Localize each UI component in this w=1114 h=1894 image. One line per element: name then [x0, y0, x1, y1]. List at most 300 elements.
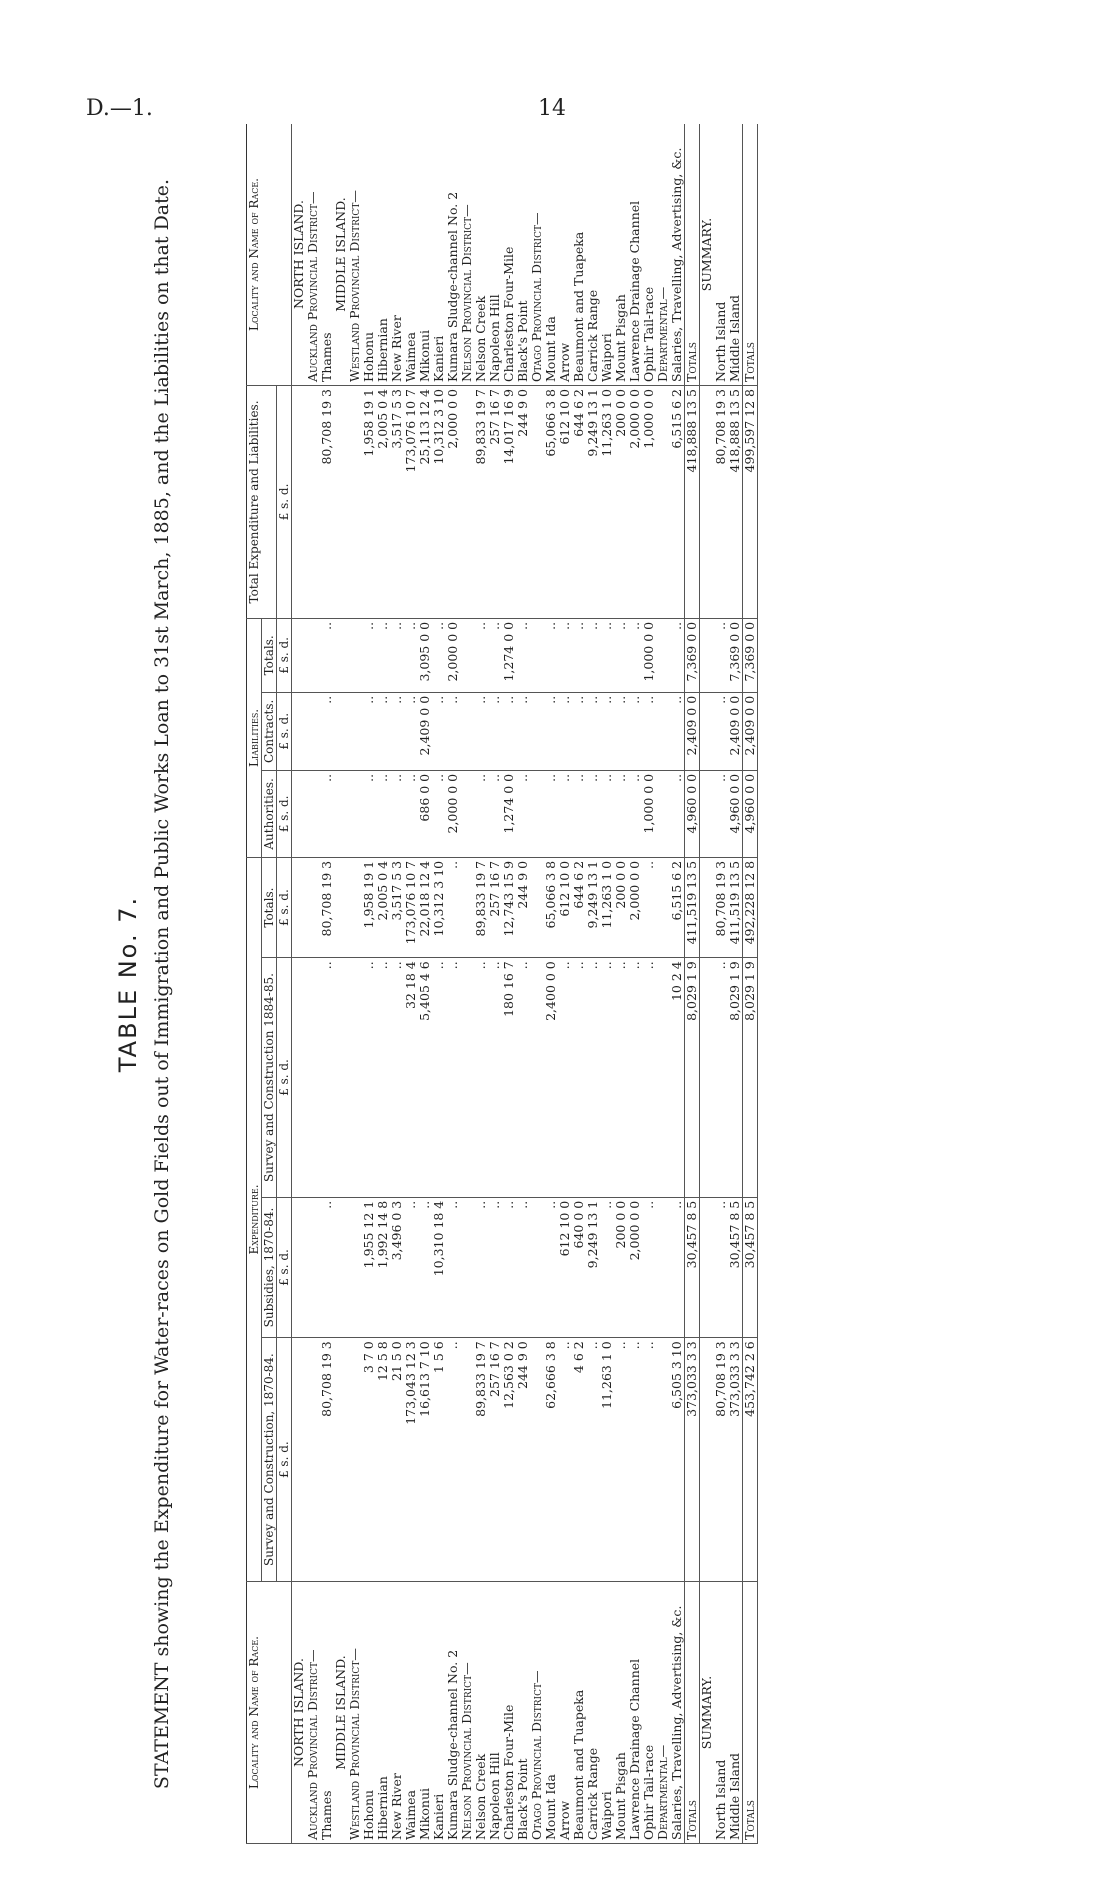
race-name-right: Hohonu: [362, 124, 376, 386]
empty-cell: [292, 386, 307, 619]
cell-ltot: ..: [558, 618, 572, 692]
race-name-right: Nelson Creek: [474, 124, 488, 386]
empty-cell: [460, 770, 474, 857]
cell-subsidies: ..: [714, 1197, 728, 1338]
cell-ltot: ..: [404, 618, 418, 692]
section-heading-right: MIDDLE ISLAND.: [334, 124, 348, 386]
table-row: [418, 124, 432, 1844]
cell-survey85: ..: [600, 958, 614, 1198]
cell-contr: ..: [714, 692, 728, 770]
cell-grand: 80,708 19 3: [714, 386, 728, 619]
empty-cell: [334, 1338, 348, 1582]
table-row: [642, 124, 656, 1844]
cell-ltot: ..: [474, 618, 488, 692]
col-contracts: Contracts.: [262, 692, 277, 770]
race-name-right: Arrow: [558, 124, 572, 386]
cell-survey85: 180 16 7: [502, 958, 516, 1198]
table-row: [614, 124, 628, 1844]
race-name: Mikonui: [418, 1582, 432, 1844]
empty-cell: [334, 1197, 348, 1338]
cell-contr: 2,409 0 0: [743, 692, 758, 770]
cell-subsidies: 1,955 12 1: [362, 1197, 376, 1338]
empty-cell: [700, 386, 715, 619]
cell-survey: 257 16 7: [488, 1338, 502, 1582]
empty-cell: [656, 1197, 670, 1338]
empty-cell: [334, 770, 348, 857]
document-code: D.—1.: [86, 96, 153, 121]
cell-subsidies: ..: [474, 1197, 488, 1338]
cell-ltot: ..: [586, 618, 600, 692]
cell-grand: 6,515 6 2: [670, 386, 685, 619]
race-name: Beaumont and Tuapeka: [572, 1582, 586, 1844]
table-row: [628, 124, 642, 1844]
cell-subsidies: ..: [670, 1197, 685, 1338]
empty-cell: [348, 618, 362, 692]
table-row: [390, 124, 404, 1844]
cell-contr: ..: [572, 692, 586, 770]
empty-cell: [348, 1338, 362, 1582]
race-name-right: Charleston Four-Mile: [502, 124, 516, 386]
section-heading: NORTH ISLAND.: [292, 1582, 307, 1844]
cell-ltot: 1,274 0 0: [502, 618, 516, 692]
cell-contr: ..: [390, 692, 404, 770]
cell-subsidies: ..: [642, 1197, 656, 1338]
district-row: [306, 124, 320, 1844]
cell-survey85: ..: [376, 958, 390, 1198]
cell-grand: 173,076 10 7: [404, 386, 418, 619]
cell-subsidies: ..: [516, 1197, 530, 1338]
cell-auth: 4,960 0 0: [728, 770, 743, 857]
table-row: [516, 124, 530, 1844]
col-locality: Locality and Name of Race.: [247, 1582, 292, 1844]
cell-auth: ..: [404, 770, 418, 857]
section-heading-right: NORTH ISLAND.: [292, 124, 307, 386]
cell-grand: 612 10 0: [558, 386, 572, 619]
cell-subsidies: ..: [600, 1197, 614, 1338]
cell-survey85: 5,405 4 6: [418, 958, 432, 1198]
cell-survey85: ..: [572, 958, 586, 1198]
cell-survey: 80,708 19 3: [320, 1338, 334, 1582]
race-name: Black's Point: [516, 1582, 530, 1844]
unit-lsd: £ s. d.: [277, 958, 292, 1198]
empty-cell: [656, 1338, 670, 1582]
cell-auth: ..: [558, 770, 572, 857]
cell-grand: 1,958 19 1: [362, 386, 376, 619]
cell-grand: 14,017 16 9: [502, 386, 516, 619]
race-name-right: Salaries, Travelling, Advertising, &c.: [670, 124, 685, 386]
cell-auth: ..: [572, 770, 586, 857]
race-name-right: Mount Pisgah: [614, 124, 628, 386]
cell-totals: 80,708 19 3: [320, 857, 334, 957]
empty-cell: [656, 618, 670, 692]
cell-contr: ..: [376, 692, 390, 770]
cell-survey: 62,666 3 8: [544, 1338, 558, 1582]
empty-cell: [348, 958, 362, 1198]
race-name: Thames: [320, 1582, 334, 1844]
table-row: [586, 124, 600, 1844]
race-name: Kanieri: [432, 1582, 446, 1844]
cell-survey: 3 7 0: [362, 1338, 376, 1582]
cell-contr: ..: [544, 692, 558, 770]
section-heading: SUMMARY.: [700, 1582, 715, 1844]
empty-cell: [656, 692, 670, 770]
cell-survey85: ..: [362, 958, 376, 1198]
cell-survey85: 32 18 4: [404, 958, 418, 1198]
cell-ltot: 7,369 0 0: [743, 618, 758, 692]
cell-auth: ..: [320, 770, 334, 857]
cell-subsidies: 30,457 8 5: [728, 1197, 743, 1338]
empty-cell: [530, 958, 544, 1198]
cell-totals: 10,312 3 10: [432, 857, 446, 957]
cell-survey85: ..: [488, 958, 502, 1198]
unit-lsd: £ s. d.: [277, 857, 292, 957]
cell-survey85: ..: [390, 958, 404, 1198]
empty-cell: [306, 386, 320, 619]
empty-cell: [348, 692, 362, 770]
cell-auth: 1,274 0 0: [502, 770, 516, 857]
cell-survey85: 10 2 4: [670, 958, 685, 1198]
empty-cell: [530, 857, 544, 957]
cell-totals: 173,076 10 7: [404, 857, 418, 957]
unit-lsd: £ s. d.: [277, 386, 292, 619]
cell-grand: 1,000 0 0: [642, 386, 656, 619]
race-name-right: Kanieri: [432, 124, 446, 386]
race-name-right: Black's Point: [516, 124, 530, 386]
cell-survey85: ..: [558, 958, 572, 1198]
cell-contr: ..: [642, 692, 656, 770]
unit-lsd: £ s. d.: [277, 770, 292, 857]
table-row: [544, 124, 558, 1844]
race-name: Nelson Creek: [474, 1582, 488, 1844]
unit-lsd: £ s. d.: [277, 1338, 292, 1582]
cell-contr: ..: [614, 692, 628, 770]
cell-auth: 2,000 0 0: [446, 770, 460, 857]
cell-grand: 2,005 0 4: [376, 386, 390, 619]
cell-totals: 11,263 1 0: [600, 857, 614, 957]
cell-totals: 257 16 7: [488, 857, 502, 957]
empty-cell: [306, 857, 320, 957]
cell-totals: 22,018 12 4: [418, 857, 432, 957]
cell-contr: ..: [488, 692, 502, 770]
cell-survey: 80,708 19 3: [714, 1338, 728, 1582]
cell-totals: ..: [446, 857, 460, 957]
cell-survey: 373,033 3 3: [685, 1338, 700, 1582]
empty-cell: [530, 770, 544, 857]
race-name: Hibernian: [376, 1582, 390, 1844]
empty-cell: [656, 386, 670, 619]
cell-survey85: ..: [320, 958, 334, 1198]
empty-cell: [334, 386, 348, 619]
district-row: [460, 124, 474, 1844]
title-block: [96, 124, 246, 1844]
col-total: Total Expenditure and Liabilities.: [247, 386, 277, 619]
section-heading-right: SUMMARY.: [700, 124, 715, 386]
cell-subsidies: 10,310 18 4: [432, 1197, 446, 1338]
race-name-right: Middle Island: [728, 124, 743, 386]
cell-survey: ..: [642, 1338, 656, 1582]
race-name: North Island: [714, 1582, 728, 1844]
cell-grand: 418,888 13 5: [728, 386, 743, 619]
col-liabilities: Liabilities.: [247, 618, 262, 857]
cell-auth: 1,000 0 0: [642, 770, 656, 857]
cell-ltot: ..: [362, 618, 376, 692]
cell-totals: ..: [642, 857, 656, 957]
cell-survey: 244 9 0: [516, 1338, 530, 1582]
race-name: Charleston Four-Mile: [502, 1582, 516, 1844]
col-locality-right: Locality and Name of Race.: [247, 124, 292, 386]
unit-lsd: £ s. d.: [277, 692, 292, 770]
empty-cell: [530, 1338, 544, 1582]
cell-survey: 4 6 2: [572, 1338, 586, 1582]
cell-contr: ..: [362, 692, 376, 770]
cell-subsidies: ..: [544, 1197, 558, 1338]
empty-cell: [292, 958, 307, 1198]
table-row: [670, 124, 685, 1844]
cell-ltot: ..: [572, 618, 586, 692]
section-row: [292, 124, 307, 1844]
cell-ltot: ..: [516, 618, 530, 692]
cell-survey: 12,563 0 2: [502, 1338, 516, 1582]
empty-cell: [530, 618, 544, 692]
empty-cell: [700, 1197, 715, 1338]
cell-survey: 12 5 8: [376, 1338, 390, 1582]
empty-cell: [292, 1338, 307, 1582]
cell-grand: 418,888 13 5: [685, 386, 700, 619]
cell-auth: ..: [390, 770, 404, 857]
empty-cell: [656, 770, 670, 857]
cell-ltot: 7,369 0 0: [685, 618, 700, 692]
table-body: [292, 124, 758, 1844]
cell-survey: 373,033 3 3: [728, 1338, 743, 1582]
race-name-right: Beaumont and Tuapeka: [572, 124, 586, 386]
cell-contr: 2,409 0 0: [728, 692, 743, 770]
empty-cell: [306, 958, 320, 1198]
cell-totals: 89,833 19 7: [474, 857, 488, 957]
cell-survey: 453,742 2 6: [743, 1338, 758, 1582]
cell-subsidies: ..: [446, 1197, 460, 1338]
cell-survey85: ..: [474, 958, 488, 1198]
cell-ltot: ..: [390, 618, 404, 692]
empty-cell: [292, 770, 307, 857]
cell-contr: ..: [474, 692, 488, 770]
cell-auth: ..: [614, 770, 628, 857]
cell-auth: ..: [586, 770, 600, 857]
cell-totals: 411,519 13 5: [728, 857, 743, 957]
district-heading-right: Otago Provincial District—: [530, 124, 544, 386]
cell-subsidies: ..: [418, 1197, 432, 1338]
col-exp-totals: Totals.: [262, 857, 277, 957]
cell-subsidies: ..: [320, 1197, 334, 1338]
cell-contr: ..: [502, 692, 516, 770]
cell-survey85: ..: [642, 958, 656, 1198]
cell-grand: 3,517 5 3: [390, 386, 404, 619]
empty-cell: [306, 618, 320, 692]
cell-totals: 411,519 13 5: [685, 857, 700, 957]
cell-survey85: ..: [714, 958, 728, 1198]
cell-subsidies: 3,496 0 3: [390, 1197, 404, 1338]
cell-survey: ..: [614, 1338, 628, 1582]
cell-subsidies: 30,457 8 5: [743, 1197, 758, 1338]
empty-cell: [348, 770, 362, 857]
cell-contr: ..: [586, 692, 600, 770]
empty-cell: [348, 1197, 362, 1338]
cell-ltot: 2,000 0 0: [446, 618, 460, 692]
cell-grand: 257 16 7: [488, 386, 502, 619]
district-heading-right: Departmental—: [656, 124, 670, 386]
cell-survey85: ..: [614, 958, 628, 1198]
race-name-right: New River: [390, 124, 404, 386]
cell-ltot: ..: [544, 618, 558, 692]
cell-ltot: ..: [488, 618, 502, 692]
col-expenditure: Expenditure.: [247, 857, 262, 1581]
empty-cell: [460, 692, 474, 770]
col-subsidies: Subsidies, 1870-84.: [262, 1197, 277, 1338]
empty-cell: [292, 692, 307, 770]
race-name-right: Kumara Sludge-channel No. 2: [446, 124, 460, 386]
district-heading-right: Auckland Provincial District—: [306, 124, 320, 386]
race-name: Salaries, Travelling, Advertising, &c.: [670, 1582, 685, 1844]
empty-cell: [348, 857, 362, 957]
cell-contr: ..: [670, 692, 685, 770]
cell-contr: ..: [516, 692, 530, 770]
cell-survey: ..: [586, 1338, 600, 1582]
district-heading: Auckland Provincial District—: [306, 1582, 320, 1844]
cell-auth: ..: [670, 770, 685, 857]
race-name-right: Totals: [743, 124, 758, 386]
unit-lsd: £ s. d.: [277, 618, 292, 692]
cell-grand: 200 0 0: [614, 386, 628, 619]
cell-subsidies: 2,000 0 0: [628, 1197, 642, 1338]
table-row: [714, 124, 728, 1844]
cell-grand: 65,066 3 8: [544, 386, 558, 619]
district-heading-right: Westland Provincial District—: [348, 124, 362, 386]
cell-grand: 2,000 0 0: [446, 386, 460, 619]
empty-cell: [700, 1338, 715, 1582]
table-row: [320, 124, 334, 1844]
table-row: [488, 124, 502, 1844]
cell-ltot: 3,095 0 0: [418, 618, 432, 692]
empty-cell: [656, 958, 670, 1198]
cell-ltot: ..: [628, 618, 642, 692]
cell-ltot: ..: [670, 618, 685, 692]
district-heading-right: Nelson Provincial District—: [460, 124, 474, 386]
cell-grand: 80,708 19 3: [320, 386, 334, 619]
totals-row: [743, 124, 758, 1844]
cell-subsidies: ..: [488, 1197, 502, 1338]
race-name-right: Napoleon Hill: [488, 124, 502, 386]
empty-cell: [700, 770, 715, 857]
empty-cell: [306, 1197, 320, 1338]
cell-contr: ..: [446, 692, 460, 770]
cell-grand: 89,833 19 7: [474, 386, 488, 619]
cell-totals: 1,958 19 1: [362, 857, 376, 957]
cell-survey: 11,263 1 0: [600, 1338, 614, 1582]
cell-auth: 686 0 0: [418, 770, 432, 857]
empty-cell: [334, 692, 348, 770]
rotated-page: [96, 124, 996, 1844]
cell-totals: 492,228 12 8: [743, 857, 758, 957]
race-name-right: Totals: [685, 124, 700, 386]
race-name: Kumara Sludge-channel No. 2: [446, 1582, 460, 1844]
cell-subsidies: ..: [404, 1197, 418, 1338]
empty-cell: [460, 1338, 474, 1582]
cell-auth: ..: [376, 770, 390, 857]
race-name: New River: [390, 1582, 404, 1844]
totals-row: [685, 124, 700, 1844]
cell-survey: 16,613 7 10: [418, 1338, 432, 1582]
cell-totals: 644 6 2: [572, 857, 586, 957]
cell-subsidies: 1,992 14 8: [376, 1197, 390, 1338]
race-name: Middle Island: [728, 1582, 743, 1844]
cell-subsidies: 9,249 13 1: [586, 1197, 600, 1338]
cell-grand: 499,597 12 8: [743, 386, 758, 619]
cell-grand: 2,000 0 0: [628, 386, 642, 619]
empty-cell: [460, 857, 474, 957]
cell-grand: 244 9 0: [516, 386, 530, 619]
cell-auth: ..: [432, 770, 446, 857]
empty-cell: [292, 1197, 307, 1338]
cell-auth: ..: [600, 770, 614, 857]
race-name: Waipori: [600, 1582, 614, 1844]
cell-contr: ..: [320, 692, 334, 770]
cell-survey: 6,505 3 10: [670, 1338, 685, 1582]
section-heading: MIDDLE ISLAND.: [334, 1582, 348, 1844]
district-heading: Nelson Provincial District—: [460, 1582, 474, 1844]
cell-survey85: 2,400 0 0: [544, 958, 558, 1198]
cell-totals: 3,517 5 3: [390, 857, 404, 957]
empty-cell: [460, 1197, 474, 1338]
race-name: Lawrence Drainage Channel: [628, 1582, 642, 1844]
cell-totals: 244 9 0: [516, 857, 530, 957]
cell-subsidies: 30,457 8 5: [685, 1197, 700, 1338]
cell-contr: ..: [432, 692, 446, 770]
race-name-right: Carrick Range: [586, 124, 600, 386]
table-row: [474, 124, 488, 1844]
cell-auth: ..: [714, 770, 728, 857]
cell-auth: ..: [628, 770, 642, 857]
empty-cell: [460, 618, 474, 692]
cell-survey: 173,043 12 3: [404, 1338, 418, 1582]
empty-cell: [700, 692, 715, 770]
empty-cell: [306, 770, 320, 857]
race-name-right: Ophir Tail-race: [642, 124, 656, 386]
cell-auth: ..: [544, 770, 558, 857]
cell-contr: 2,409 0 0: [685, 692, 700, 770]
cell-auth: ..: [474, 770, 488, 857]
cell-ltot: ..: [376, 618, 390, 692]
empty-cell: [656, 857, 670, 957]
cell-auth: ..: [516, 770, 530, 857]
cell-auth: 4,960 0 0: [743, 770, 758, 857]
cell-survey: ..: [558, 1338, 572, 1582]
district-row: [348, 124, 362, 1844]
cell-contr: 2,409 0 0: [418, 692, 432, 770]
race-name-right: Lawrence Drainage Channel: [628, 124, 642, 386]
empty-cell: [334, 618, 348, 692]
cell-ltot: ..: [600, 618, 614, 692]
cell-subsidies: 612 10 0: [558, 1197, 572, 1338]
water-races-table: [246, 124, 758, 1844]
table-row: [432, 124, 446, 1844]
cell-auth: 4,960 0 0: [685, 770, 700, 857]
cell-grand: 10,312 3 10: [432, 386, 446, 619]
district-heading: Westland Provincial District—: [348, 1582, 362, 1844]
race-name: Mount Ida: [544, 1582, 558, 1844]
cell-ltot: ..: [714, 618, 728, 692]
cell-survey: ..: [446, 1338, 460, 1582]
cell-subsidies: 200 0 0: [614, 1197, 628, 1338]
cell-auth: ..: [488, 770, 502, 857]
